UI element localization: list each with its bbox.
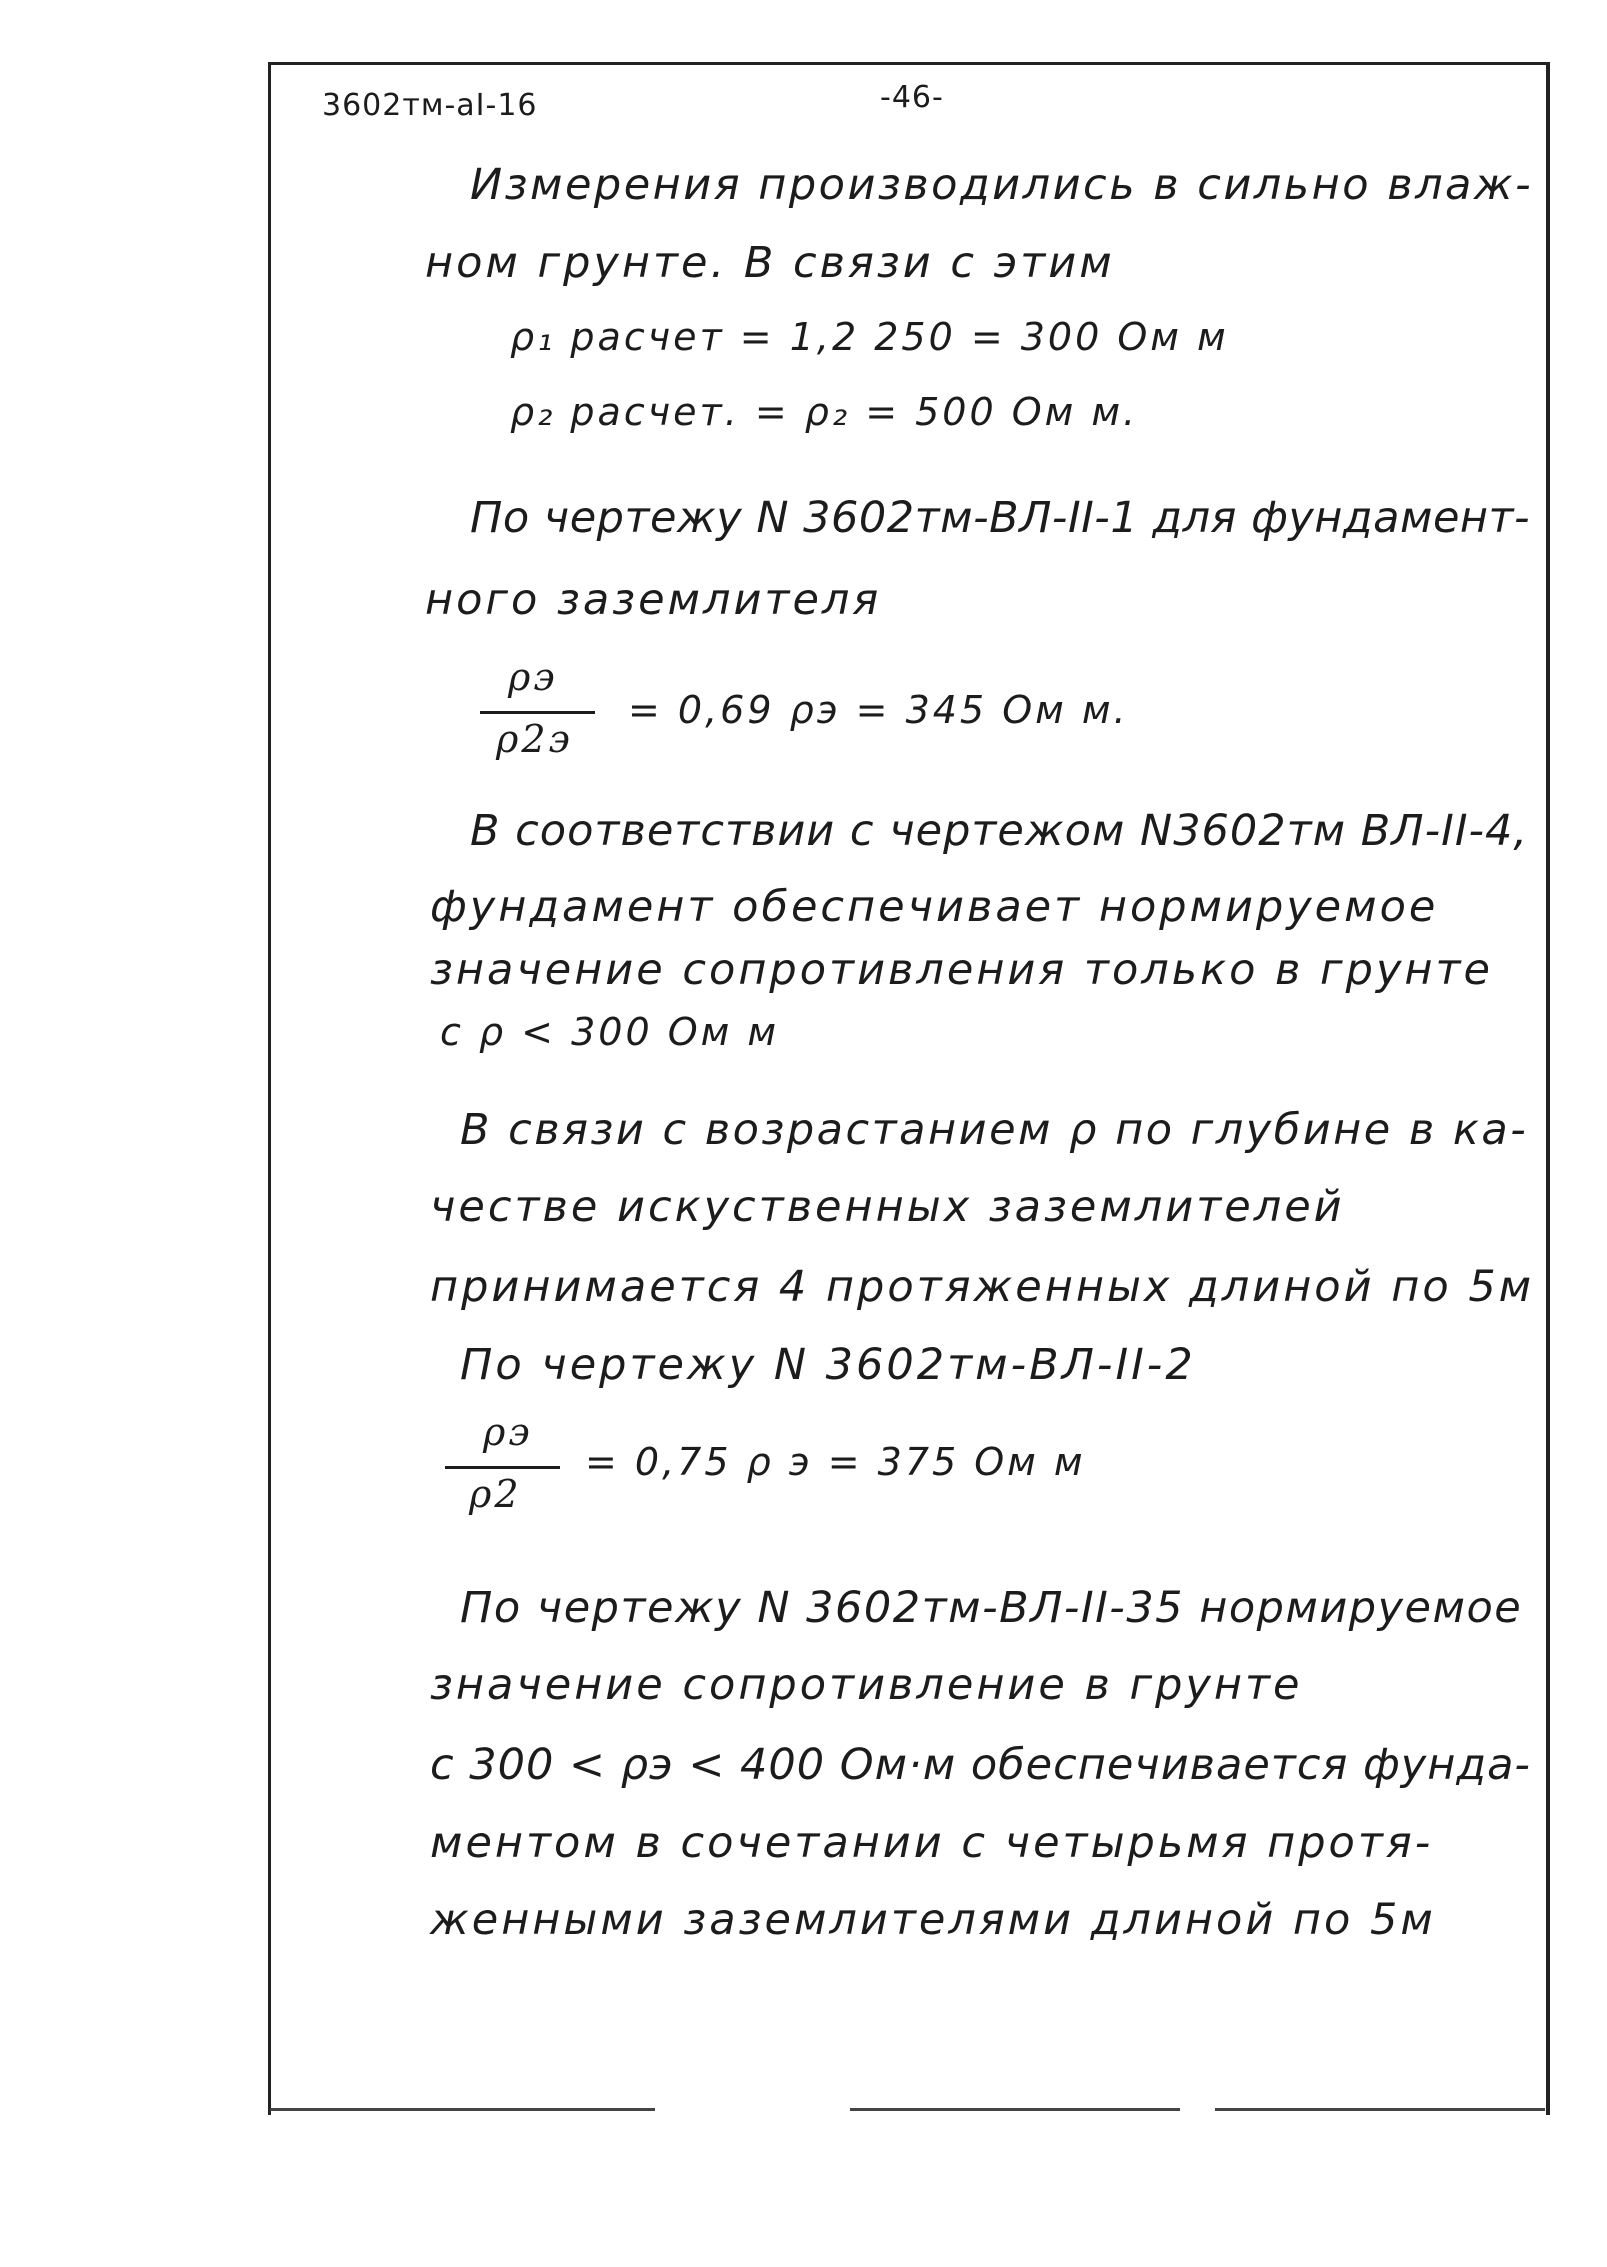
text-line-2: ном грунте. В связи с этим <box>425 238 1115 288</box>
text-line-1: Измерения производились в сильно влаж- <box>470 160 1534 210</box>
text-line-17: По чертежу N 3602тм-ВЛ-II-35 нормируемое <box>460 1583 1523 1633</box>
text-line-19: с 300 < ρэ < 400 Ом·м обеспечивается фунда- <box>430 1740 1531 1790</box>
text-line-15: По чертежу N 3602тм-ВЛ-II-2 <box>460 1340 1196 1390</box>
fraction-1-denominator: ρ2э <box>496 717 573 761</box>
fraction-1 <box>480 655 573 761</box>
text-line-11: с ρ < 300 Ом м <box>440 1010 780 1054</box>
formula-ratio-2: = 0,75 ρ э = 375 Ом м <box>585 1440 1086 1484</box>
text-line-5: По чертежу N 3602тм-ВЛ-II-1 для фундамент- <box>470 493 1531 543</box>
fraction-1-bar <box>480 711 595 714</box>
text-line-10: значение сопротивления только в грунте <box>430 945 1494 995</box>
page-frame <box>268 62 1550 2115</box>
text-line-8: В соответствии с чертежом N3602тм ВЛ-II-4, <box>470 806 1529 856</box>
text-line-14: принимается 4 протяженных длиной по 5м <box>430 1262 1535 1312</box>
text-line-13: честве искуственных заземлителей <box>430 1182 1345 1232</box>
fraction-2-numerator: ρэ <box>483 1410 533 1454</box>
bottom-rule-middle <box>850 2108 1180 2111</box>
fraction-2 <box>445 1410 533 1516</box>
fraction-2-bar <box>445 1466 560 1469</box>
fraction-1-numerator: ρэ <box>508 655 558 699</box>
text-line-18: значение сопротивление в грунте <box>430 1660 1303 1710</box>
text-line-9: фундамент обеспечивает нормируемое <box>430 882 1439 932</box>
fraction-2-denominator: ρ2 <box>469 1472 522 1516</box>
text-line-20: ментом в сочетании с четырьмя протя- <box>430 1818 1434 1868</box>
formula-rho2: ρ₂ расчет. = ρ₂ = 500 Ом м. <box>510 390 1139 434</box>
formula-ratio-1: = 0,69 ρэ = 345 Ом м. <box>628 688 1129 732</box>
text-line-21: женными заземлителями длиной по 5м <box>430 1895 1436 1945</box>
bottom-rule-right <box>1215 2108 1545 2111</box>
document-code: 3602тм-аI-16 <box>322 88 538 123</box>
text-line-6: ного заземлителя <box>425 575 882 625</box>
bottom-rule-left <box>270 2108 655 2111</box>
text-line-12: В связи с возрастанием ρ по глубине в ка- <box>460 1105 1529 1155</box>
formula-rho1: ρ₁ расчет = 1,2 250 = 300 Ом м <box>510 315 1229 359</box>
page-number: -46- <box>880 80 944 115</box>
